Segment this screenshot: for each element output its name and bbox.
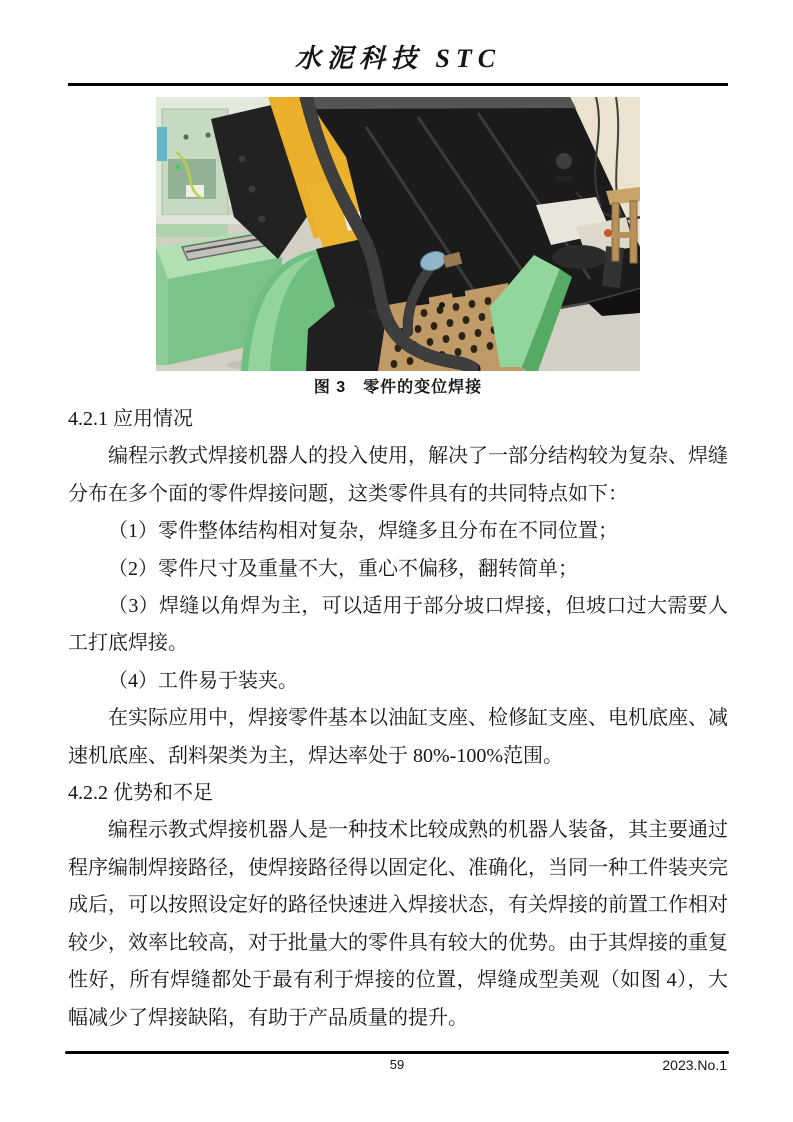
list-item-2: （2）零件尺寸及重量不大，重心不偏移，翻转简单； (108, 557, 578, 580)
page-footer (65, 1051, 729, 1077)
journal-title: 水泥科技 STC (294, 44, 502, 73)
article-body (68, 401, 728, 1037)
header-rule (68, 83, 728, 86)
list-item-3: （3）焊缝以角焊为主，可以适用于部分坡口焊接，但坡口过大需要人工打底焊接。 (68, 595, 728, 655)
list-item-4: （4）工件易于装夹。 (108, 669, 298, 692)
figure-photo (156, 97, 640, 371)
section-heading-422: 4.2.2 优势和不足 (68, 782, 213, 805)
figure-caption: 图 3 零件的变位焊接 (313, 379, 483, 396)
footer-rule (65, 1051, 729, 1054)
paragraph-intro: 编程示教式焊接机器人的投入使用，解决了一部分结构较为复杂、焊缝分布在多个面的零件焊接问题，这类零件具有的共同特点如下： (68, 445, 728, 505)
paragraph-practical: 在实际应用中，焊接零件基本以油缸支座、检修缸支座、电机底座、减速机底座、刮料架类为主，焊达率处于 80%-100%范围。 (68, 707, 728, 767)
issue-label: 2023.No.1 (662, 1057, 727, 1073)
list-item-1: （1）零件整体结构相对复杂，焊缝多且分布在不同位置； (108, 520, 618, 543)
paragraph-advantages: 编程示教式焊接机器人是一种技术比较成熟的机器人装备，其主要通过程序编制焊接路径，使焊接路径得以固定化、准确化，当同一种工件装夹完成后，可以按照设定好的路径快速进入焊接状态，有关焊接的前置工作相对较少，效率比较高，对于批量大的零件具有较大的优势。由于其焊接的重复性好，所有焊缝都处于最有利于焊接的位置，焊缝成型美观（如图 4），大幅减少了焊接缺陷，有助于产品质量的提升。 (68, 819, 728, 1029)
page-number: 59 (389, 1057, 405, 1072)
figure-3 (156, 97, 640, 397)
section-heading-421: 4.2.1 应用情况 (68, 408, 193, 430)
